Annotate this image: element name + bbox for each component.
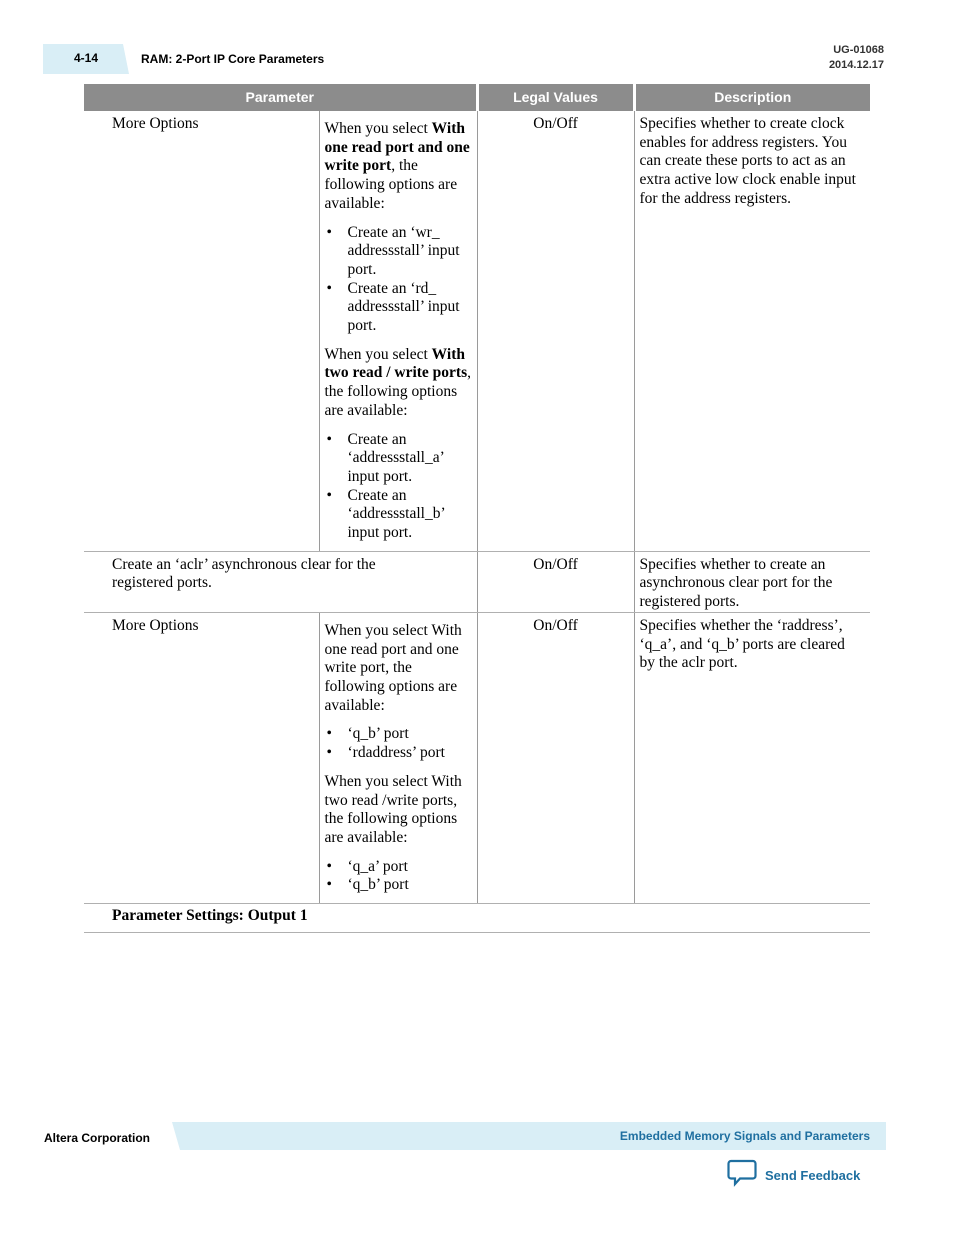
section-title: RAM: 2-Port IP Core Parameters [141, 52, 325, 66]
options-intro: When you select With two read / write ports, the following options are available: [324, 345, 472, 419]
table-header-row [84, 84, 870, 111]
options-list [325, 431, 475, 543]
legal-values: On/Off [477, 111, 634, 551]
description: Specifies whether the ‘raddress’, ‘q_a’, and ‘q_b’ ports are cleared by the aclr port. [634, 612, 870, 903]
description: Specifies whether to create clock enables for address registers. You can create these ports to act as an extra active low clock enable input for the address registers. [634, 111, 870, 551]
options-intro: When you select With one read port and one write port, the following options are available: [324, 621, 462, 714]
send-feedback-label: Send Feedback [765, 1168, 861, 1183]
header-description: Description [634, 84, 870, 111]
table-row [84, 612, 870, 903]
company-name: Altera Corporation [44, 1131, 151, 1145]
chapter-link[interactable]: Embedded Memory Signals and Parameters [619, 1129, 870, 1143]
legal-values: On/Off [477, 612, 634, 903]
list-item: • ‘q_a’ port [325, 858, 475, 877]
list-item: • Create an ‘wr_ addressstall’ input port. [325, 224, 475, 280]
options-list [325, 224, 475, 336]
param-options [319, 111, 477, 551]
parameters-table [84, 84, 870, 933]
page-number: 4-14 [74, 51, 99, 65]
list-item: • Create an ‘addressstall_a’ input port. [325, 431, 475, 487]
doc-info [829, 43, 884, 73]
options-intro: When you select With two read /write ports, the following options are available: [324, 772, 462, 846]
param-name: More Options [84, 111, 319, 551]
list-item: • Create an ‘rd_ addressstall’ input port. [325, 280, 475, 336]
param-options [319, 612, 477, 903]
doc-id: UG-01068 [833, 44, 884, 56]
options-list [325, 725, 475, 762]
header-parameter: Parameter [84, 84, 477, 111]
options-list [325, 858, 475, 895]
description: Specifies whether to create an asynchronous clear port for the registered ports. [634, 551, 870, 612]
send-feedback-button[interactable] [727, 1159, 860, 1192]
list-item: • ‘q_b’ port [325, 725, 475, 744]
section-heading-row [84, 904, 870, 933]
list-item: • Create an ‘addressstall_b’ input port. [325, 487, 475, 543]
doc-date: 2014.12.17 [828, 59, 884, 71]
section-heading: Parameter Settings: Output 1 [84, 904, 870, 933]
list-item: • ‘q_b’ port [325, 876, 475, 895]
header-legal-values: Legal Values [477, 84, 634, 111]
speech-bubble-icon [727, 1159, 757, 1192]
param-name: More Options [84, 612, 319, 903]
options-intro: When you select With one read port and one write port, the following options are available: [324, 120, 470, 212]
table-row [84, 111, 870, 551]
table-row [84, 551, 870, 612]
legal-values: On/Off [477, 551, 634, 612]
param-name: Create an ‘aclr’ asynchronous clear for the registered ports. [84, 551, 477, 612]
list-item: • ‘rdaddress’ port [325, 744, 475, 763]
